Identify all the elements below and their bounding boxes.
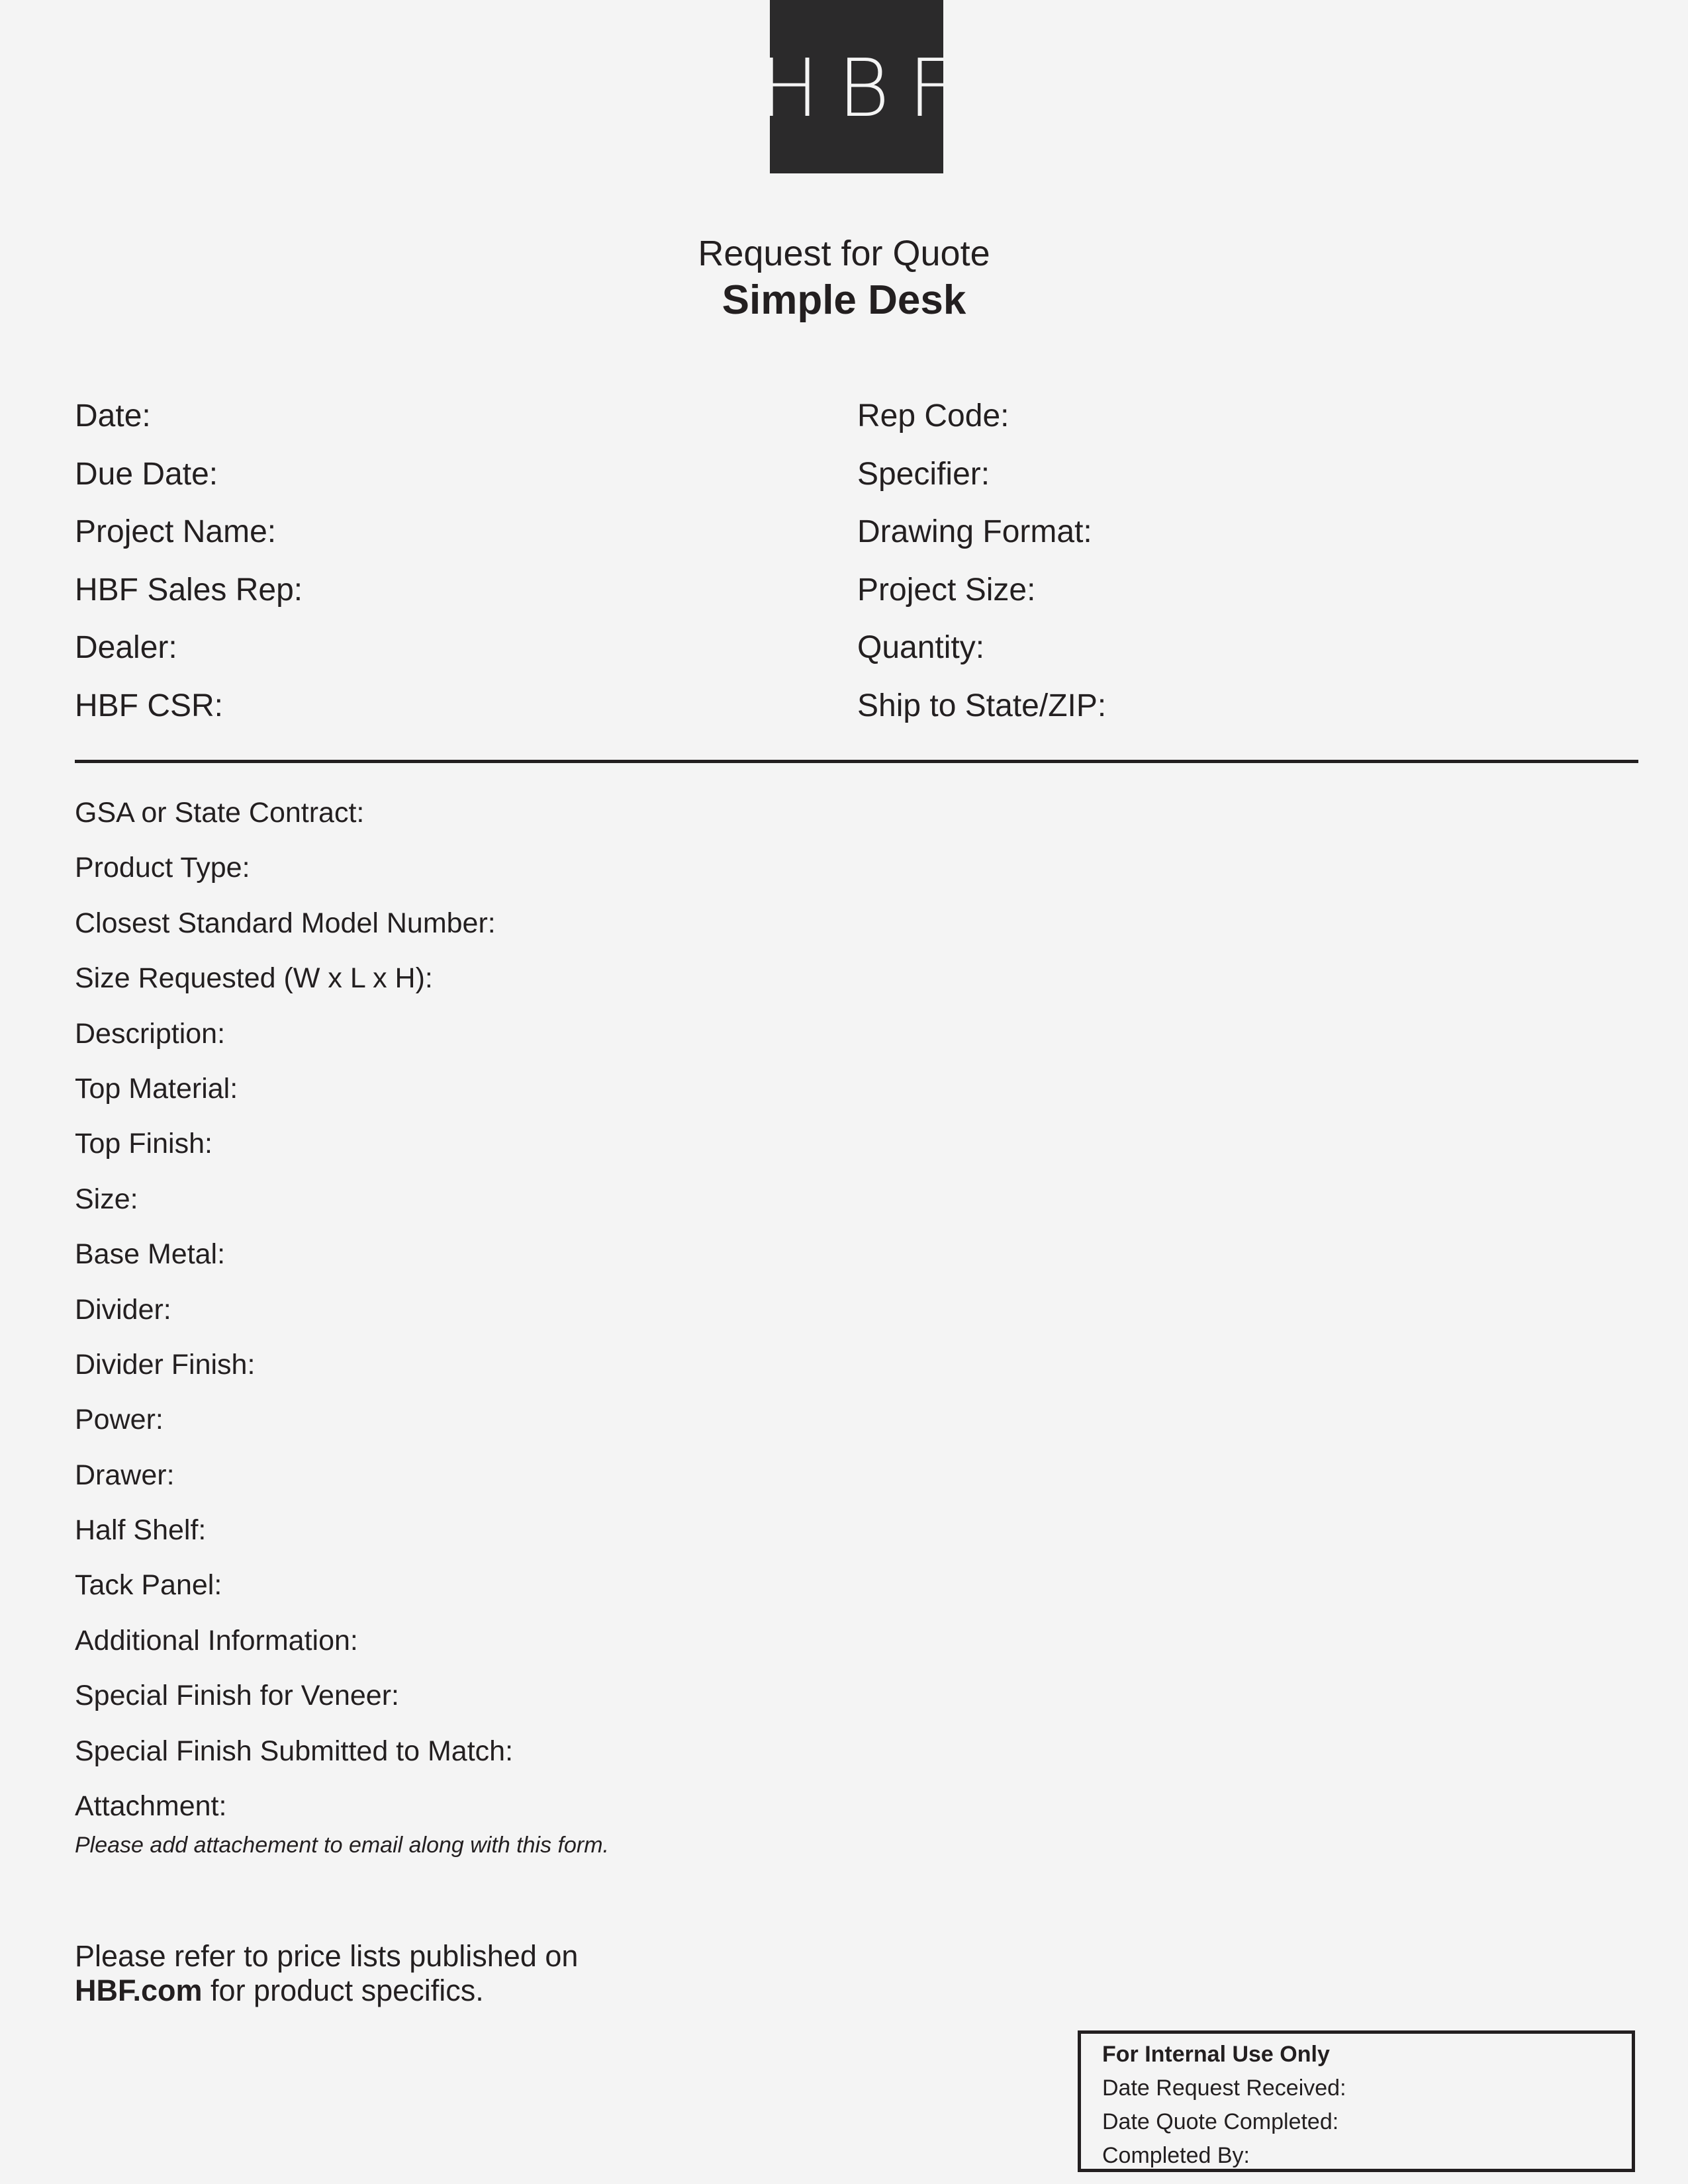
field-tack-panel: Tack Panel: bbox=[75, 1569, 222, 1602]
field-rep-code: Rep Code: bbox=[857, 398, 1009, 433]
form-title: Request for Quote bbox=[698, 234, 990, 273]
field-divider-finish: Divider Finish: bbox=[75, 1348, 256, 1381]
price-list-line1: Please refer to price lists published on bbox=[75, 1939, 579, 1973]
field-top-finish: Top Finish: bbox=[75, 1128, 212, 1160]
field-dealer: Dealer: bbox=[75, 630, 177, 666]
field-special-finish-match: Special Finish Submitted to Match: bbox=[75, 1735, 514, 1767]
field-hbf-sales-rep: HBF Sales Rep: bbox=[75, 572, 303, 608]
price-list-line2 bbox=[75, 1974, 578, 2008]
internal-completed-by: Completed By: bbox=[1102, 2143, 1250, 2168]
field-hbf-csr: HBF CSR: bbox=[75, 688, 224, 723]
field-drawer: Drawer: bbox=[75, 1459, 175, 1491]
hbf-link[interactable]: HBF.com bbox=[75, 1974, 203, 2007]
field-size-requested: Size Requested (W x L x H): bbox=[75, 962, 433, 995]
info-right-column bbox=[857, 397, 1106, 745]
field-top-material: Top Material: bbox=[75, 1072, 238, 1105]
info-left-column bbox=[75, 397, 303, 745]
field-special-finish-veneer: Special Finish for Veneer: bbox=[75, 1680, 399, 1712]
section-divider bbox=[75, 760, 1638, 763]
field-due-date: Due Date: bbox=[75, 456, 218, 492]
logo-text: HBF bbox=[759, 43, 972, 135]
field-gsa-contract: GSA or State Contract: bbox=[75, 797, 365, 829]
field-project-name: Project Name: bbox=[75, 514, 277, 550]
field-additional-info: Additional Information: bbox=[75, 1624, 358, 1657]
field-drawing-format: Drawing Format: bbox=[857, 514, 1092, 550]
field-divider: Divider: bbox=[75, 1293, 171, 1326]
attachment-note: Please add attachement to email along with this form. bbox=[75, 1833, 609, 1858]
field-product-type: Product Type: bbox=[75, 852, 250, 884]
field-ship-to: Ship to State/ZIP: bbox=[857, 688, 1107, 723]
form-subtitle: Simple Desk bbox=[722, 277, 966, 323]
product-fields bbox=[75, 794, 513, 1843]
internal-heading: For Internal Use Only bbox=[1102, 2042, 1330, 2067]
field-half-shelf: Half Shelf: bbox=[75, 1514, 207, 1547]
field-attachment: Attachment: bbox=[75, 1790, 227, 1823]
field-closest-model: Closest Standard Model Number: bbox=[75, 907, 496, 939]
field-size: Size: bbox=[75, 1183, 138, 1215]
internal-date-completed: Date Quote Completed: bbox=[1102, 2109, 1339, 2134]
internal-use-box bbox=[1078, 2030, 1635, 2172]
hbf-logo bbox=[759, 0, 972, 173]
field-project-size: Project Size: bbox=[857, 572, 1036, 608]
field-power: Power: bbox=[75, 1404, 164, 1436]
price-list-note bbox=[75, 1939, 578, 2008]
price-list-line2-rest: for product specifics. bbox=[202, 1974, 484, 2007]
field-quantity: Quantity: bbox=[857, 630, 985, 666]
field-date: Date: bbox=[75, 398, 151, 433]
field-specifier: Specifier: bbox=[857, 456, 990, 492]
field-base-metal: Base Metal: bbox=[75, 1238, 226, 1271]
field-description: Description: bbox=[75, 1017, 226, 1050]
internal-date-received: Date Request Received: bbox=[1102, 2075, 1346, 2101]
